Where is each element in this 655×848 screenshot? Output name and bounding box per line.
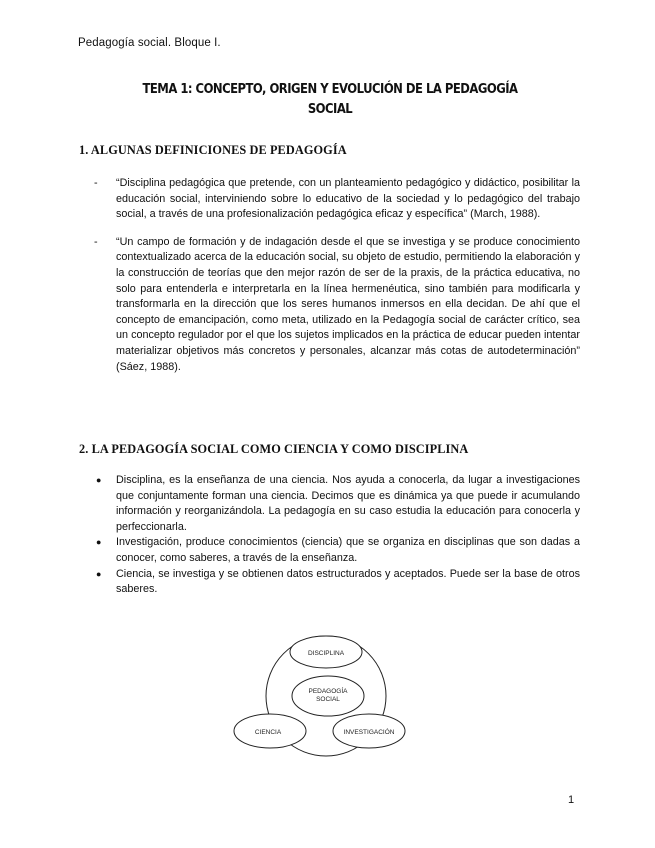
concept-item — [96, 535, 580, 566]
definition-text: “Un campo de formación y de indagación desde el que se investiga y se produce conocimiento contextualizado acerca de la educación social, su objeto de estudio, permitiendo la elaboración y la construcción de teorías que den mejor razón de ser de la praxis, de la práctica educativa, no solo para entenderla e interpretarla en la línea hermenéutica, sino también para modificarla y transformarla en la dirección que los seres humanos inmersos en ella decidan. De ahí que el concepto de emancipación, como meta, utilizado en la Pedagogía social de carácter crítico, sea un concepto regulador por el que los sujetos implicados en la práctica de educar pueden intentar materializar objetivos más concretos y personales, alcanzar más cotas de autodeterminación” (Sáez, 1988). — [116, 235, 580, 373]
document-title-line-2: SOCIAL — [307, 101, 353, 117]
page-number: 1 — [568, 794, 575, 806]
bullet-icon: ● — [96, 475, 102, 485]
concept-item — [96, 567, 580, 598]
bullet-icon: ● — [96, 568, 102, 579]
concept-item — [96, 473, 580, 535]
dash-marker: - — [94, 177, 98, 189]
social-label: SOCIAL — [316, 696, 340, 703]
pedagogia-label: PEDAGOGÍA — [308, 688, 348, 695]
definition-text: “Disciplina pedagógica que pretende, con un planteamiento pedagógico y didáctico, posibilitar la educación social, interviniendo sobre lo educativo de la sociedad y lo pedagógico del trabajo social, a través de una profesionalización pedagógica eficaz y específica” (March, 1988). — [116, 177, 580, 221]
concept-text: Investigación, produce conocimientos (ciencia) que se organiza en disciplinas que son dadas a conocer, como saberes, a través de la enseñanza. — [116, 536, 580, 564]
document-title — [115, 79, 545, 119]
definition-item — [94, 176, 580, 223]
definitions-list — [94, 176, 580, 387]
section-1-heading: 1. ALGUNAS DEFINICIONES DE PEDAGOGÍA — [79, 143, 347, 157]
definition-item — [94, 235, 580, 375]
investigacion-label: INVESTIGACIÓN — [343, 729, 395, 736]
dash-marker: - — [94, 235, 98, 248]
section-2-heading: 2. LA PEDAGOGÍA SOCIAL COMO CIENCIA Y COMO DISCIPLINA — [79, 442, 469, 456]
disciplina-label: DISCIPLINA — [307, 650, 345, 657]
document-title-line-1: TEMA 1: CONCEPTO, ORIGEN Y EVOLUCIÓN DE LA PEDAGOGÍA — [142, 81, 518, 97]
running-header: Pedagogía social. Bloque I. — [78, 37, 221, 49]
ciencia-label: CIENCIA — [254, 729, 282, 736]
concept-text: Ciencia, se investiga y se obtienen datos estructurados y aceptados. Puede ser la base de otros saberes. — [116, 567, 580, 596]
pedagogy-diagram — [228, 628, 428, 758]
concept-text: Disciplina, es la enseñanza de una ciencia. Nos ayuda a conocerla, da lugar a investigaciones que conjuntamente forman una ciencia. Decimos que es dinámica ya que puede ir acumulando información y reorganizándola. La pedagogía en su caso estudia la educación para conocerla y perfeccionarla. — [116, 474, 580, 533]
bullet-icon: ● — [96, 537, 102, 548]
concepts-list — [96, 473, 580, 598]
